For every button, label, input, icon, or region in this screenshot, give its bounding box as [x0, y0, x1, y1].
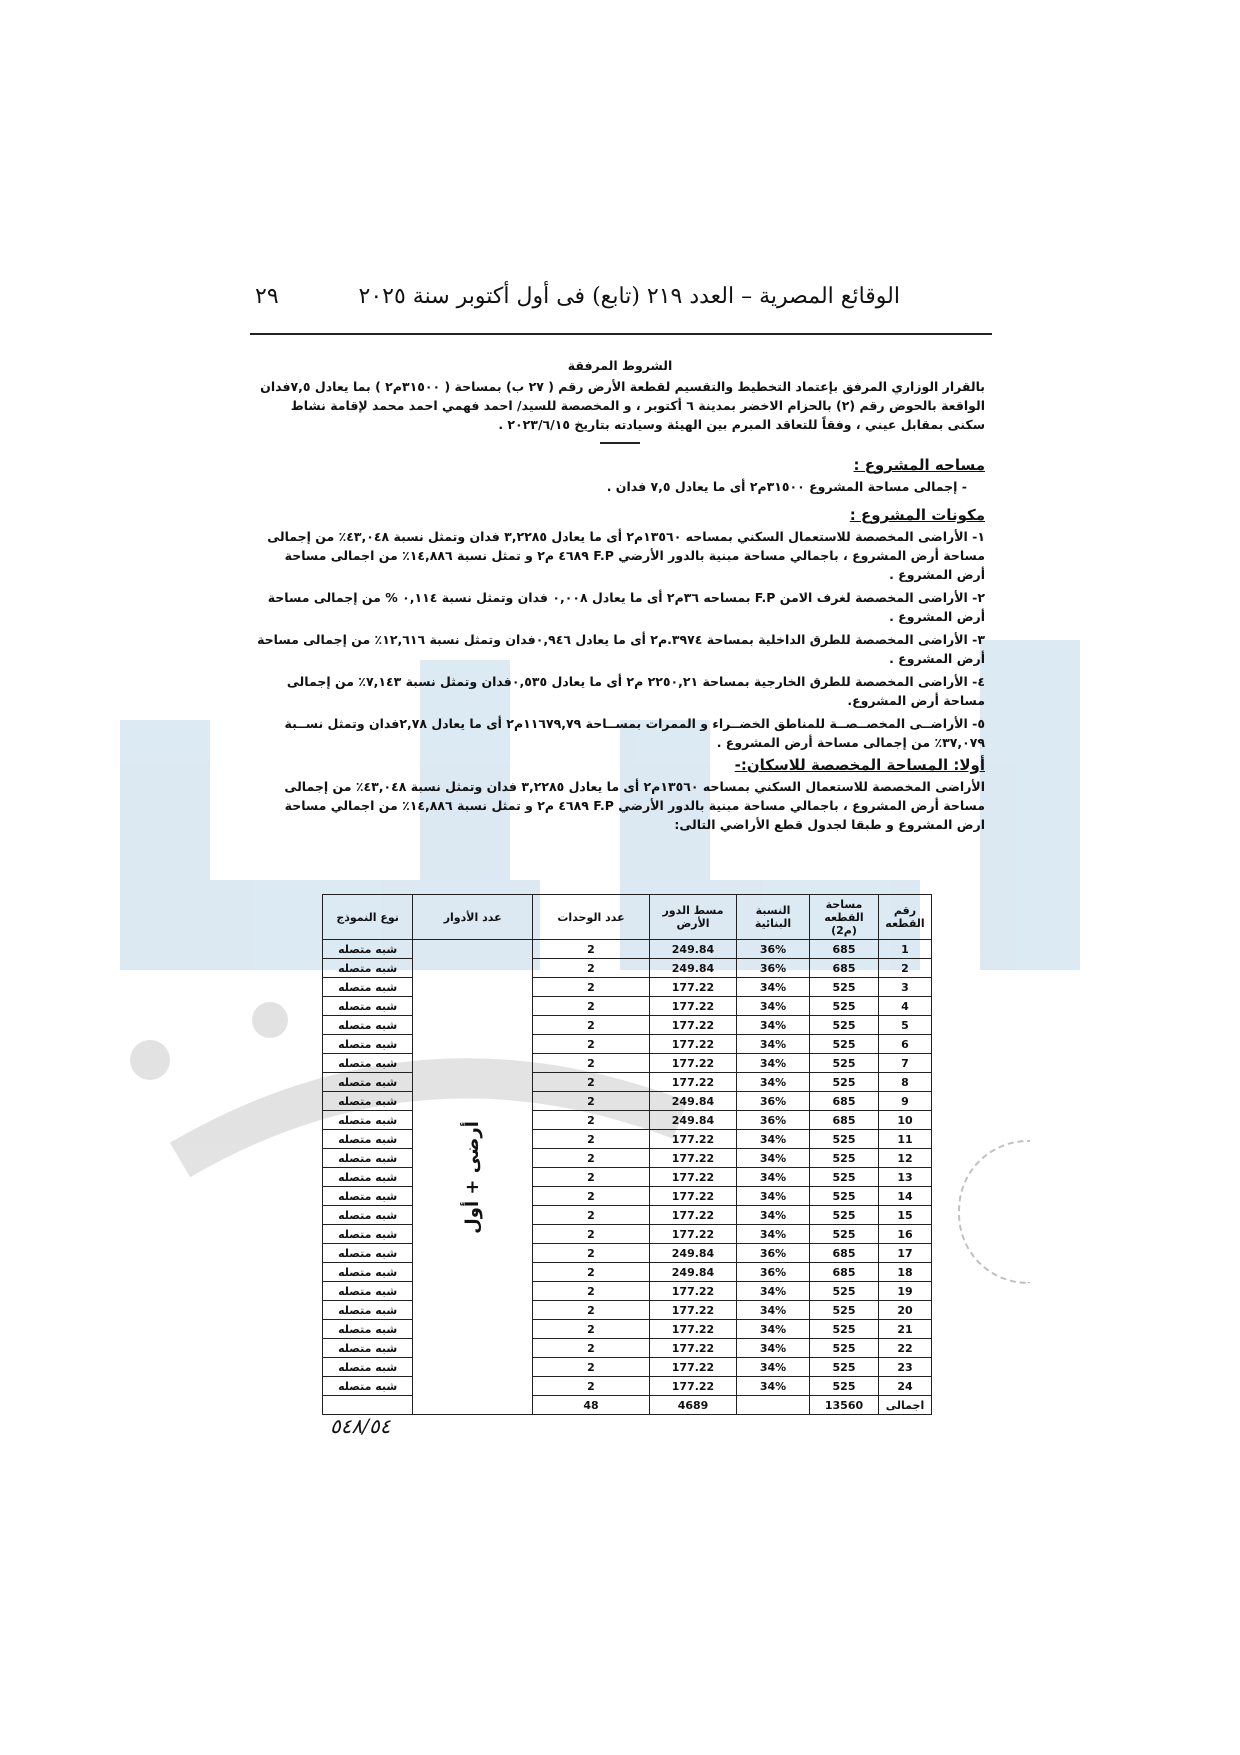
components-heading: مكونات المشروع :: [849, 506, 985, 524]
page-header: [250, 284, 990, 324]
plot-number-cell: 4: [879, 997, 932, 1016]
plot-area-cell: 525: [810, 1339, 879, 1358]
plot-number-cell: 8: [879, 1073, 932, 1092]
ground-floor-area-cell: 249.84: [650, 1092, 737, 1111]
units-cell: 2: [533, 1244, 650, 1263]
component-item: ٥- الأراضــى المخصــصــة للمناطق الخضــراء و الممرات بمســاحة ١١٦٧٩,٧٩م٢ أى ما يعادل ٢,٧٨فدان وتمثل نســبة ٣٧,٠٧٩٪ من إجمالى مساحة أرض المشروع .: [284, 716, 985, 750]
plot-number-cell: 13: [879, 1168, 932, 1187]
units-cell: 2: [533, 978, 650, 997]
plot-number-cell: 17: [879, 1244, 932, 1263]
ground-floor-area-cell: 177.22: [650, 1149, 737, 1168]
units-cell: 2: [533, 1035, 650, 1054]
building-ratio-cell: 36%: [737, 959, 810, 978]
units-cell: 2: [533, 1339, 650, 1358]
plot-area-cell: 525: [810, 1377, 879, 1396]
col-floors: عدد الأدوار: [413, 895, 533, 940]
ground-floor-area-cell: 177.22: [650, 978, 737, 997]
plot-area-cell: 525: [810, 1358, 879, 1377]
component-item: ١- الأراضى المخصصة للاستعمال السكني بمساحه ١٣٥٦٠م٢ أى ما يعادل ٣,٢٢٨٥ فدان وتمثل نسبة ٤٣,٠٤٨٪ من إجمالى مساحة أرض المشروع ، باجمالي مساحة مبنية بالدور الأرضي F.P ٤٦٨٩ م٢ و تمثل نسبة ١٤,٨٨٦٪ من اجمالى مساحة أرض المشروع .: [267, 529, 985, 582]
area-text: - إجمالى مساحة المشروع ٣١٥٠٠م٢ أى ما يعادل ٧,٥ فدان .: [606, 479, 967, 494]
plot-area-cell: 525: [810, 1149, 879, 1168]
units-cell: 2: [533, 1054, 650, 1073]
building-ratio-cell: 34%: [737, 1187, 810, 1206]
model-type-cell: شبه متصله: [323, 1168, 413, 1187]
building-ratio-cell: 34%: [737, 1358, 810, 1377]
model-type-cell: شبه متصله: [323, 1225, 413, 1244]
model-type-cell: شبه متصله: [323, 1301, 413, 1320]
plot-number-cell: 11: [879, 1130, 932, 1149]
plot-number-cell: 10: [879, 1111, 932, 1130]
plot-area-cell: 525: [810, 1187, 879, 1206]
ground-floor-area-cell: 177.22: [650, 997, 737, 1016]
ground-floor-area-cell: 177.22: [650, 1016, 737, 1035]
plot-number-cell: 19: [879, 1282, 932, 1301]
model-type-cell: شبه متصله: [323, 1092, 413, 1111]
col-units: عدد الوحدات: [533, 895, 650, 940]
model-type-cell: شبه متصله: [323, 1130, 413, 1149]
ground-floor-area-cell: 177.22: [650, 1130, 737, 1149]
ground-floor-area-cell: 177.22: [650, 1282, 737, 1301]
ground-floor-area-cell: 177.22: [650, 1320, 737, 1339]
plot-area-cell: 525: [810, 1320, 879, 1339]
plot-number-cell: 2: [879, 959, 932, 978]
model-type-cell: شبه متصله: [323, 1206, 413, 1225]
model-type-cell: شبه متصله: [323, 1358, 413, 1377]
plot-area-cell: 525: [810, 1225, 879, 1244]
building-ratio-cell: 34%: [737, 1016, 810, 1035]
units-cell: 2: [533, 1320, 650, 1339]
component-item: ٣- الأراضى المخصصة للطرق الداخلية بمساحة ٣٩٧٤.م٢ أى ما يعادل ٠,٩٤٦فدان وتمثل نسبة ١٢,٦١٦٪ من إجمالى مساحة أرض المشروع .: [257, 632, 985, 666]
plot-area-cell: 525: [810, 1301, 879, 1320]
building-ratio-cell: 34%: [737, 1130, 810, 1149]
units-cell: 2: [533, 1187, 650, 1206]
model-type-cell: شبه متصله: [323, 1377, 413, 1396]
plot-area-cell: 685: [810, 1092, 879, 1111]
separator: [600, 442, 640, 444]
model-type-cell: شبه متصله: [323, 1244, 413, 1263]
ground-floor-area-cell: 177.22: [650, 1035, 737, 1054]
header-divider: [250, 333, 992, 335]
units-cell: 2: [533, 1263, 650, 1282]
plot-number-cell: 1: [879, 940, 932, 959]
units-cell: 2: [533, 1358, 650, 1377]
col-model-type: نوع النموذج: [323, 895, 413, 940]
units-cell: 2: [533, 1016, 650, 1035]
ground-floor-area-cell: 177.22: [650, 1168, 737, 1187]
units-cell: 2: [533, 1225, 650, 1244]
model-type-cell: شبه متصله: [323, 1320, 413, 1339]
plot-number-cell: 7: [879, 1054, 932, 1073]
plot-number-cell: 9: [879, 1092, 932, 1111]
plot-number-cell: 14: [879, 1187, 932, 1206]
plot-area-cell: 685: [810, 1263, 879, 1282]
plot-number-cell: 22: [879, 1339, 932, 1358]
doc-title: الشروط المرفقة: [567, 358, 673, 373]
building-ratio-cell: 36%: [737, 1263, 810, 1282]
ground-floor-area-cell: 177.22: [650, 1054, 737, 1073]
ground-floor-area-cell: 177.22: [650, 1206, 737, 1225]
floors-label: أرضى + أول: [462, 1120, 484, 1234]
plot-number-cell: 18: [879, 1263, 932, 1282]
ground-floor-area-cell: 177.22: [650, 1358, 737, 1377]
plot-area-cell: 525: [810, 1282, 879, 1301]
ground-floor-area-cell: 249.84: [650, 1244, 737, 1263]
plot-area-cell: 685: [810, 1111, 879, 1130]
units-cell: 2: [533, 1111, 650, 1130]
ground-floor-area-cell: 177.22: [650, 1073, 737, 1092]
units-cell: 2: [533, 1149, 650, 1168]
units-cell: 2: [533, 1206, 650, 1225]
plot-number-cell: 15: [879, 1206, 932, 1225]
plot-area-cell: 525: [810, 1073, 879, 1092]
plot-area-cell: 525: [810, 1054, 879, 1073]
plot-area-cell: 525: [810, 1016, 879, 1035]
residential-heading: أولا: المساحة المخصصة للاسكان:-: [734, 756, 985, 774]
stamp-mark: [958, 1140, 1030, 1284]
units-cell: 2: [533, 1301, 650, 1320]
plot-area-cell: 525: [810, 1168, 879, 1187]
building-ratio-cell: 34%: [737, 1377, 810, 1396]
plots-table: [322, 894, 932, 1415]
table-header-row: [323, 895, 932, 940]
plot-area-cell: 525: [810, 1130, 879, 1149]
units-cell: 2: [533, 940, 650, 959]
plot-area-cell: 685: [810, 1244, 879, 1263]
building-ratio-cell: 34%: [737, 1054, 810, 1073]
ground-floor-area-cell: 249.84: [650, 959, 737, 978]
building-ratio-cell: 34%: [737, 1168, 810, 1187]
plot-number-cell: 21: [879, 1320, 932, 1339]
building-ratio-cell: 36%: [737, 1244, 810, 1263]
plot-number-cell: 12: [879, 1149, 932, 1168]
building-ratio-cell: 34%: [737, 978, 810, 997]
units-cell: 2: [533, 1073, 650, 1092]
building-ratio-cell: 34%: [737, 1282, 810, 1301]
plot-area-cell: 525: [810, 1206, 879, 1225]
model-type-cell: شبه متصله: [323, 1016, 413, 1035]
ground-floor-area-cell: 249.84: [650, 1111, 737, 1130]
building-ratio-cell: 34%: [737, 1339, 810, 1358]
total-units-cell: 48: [533, 1396, 650, 1415]
ground-floor-area-cell: 177.22: [650, 1187, 737, 1206]
model-type-cell: شبه متصله: [323, 1073, 413, 1092]
total-footprint-cell: 4689: [650, 1396, 737, 1415]
ground-floor-area-cell: 177.22: [650, 1377, 737, 1396]
plot-number-cell: 24: [879, 1377, 932, 1396]
ground-floor-area-cell: 249.84: [650, 940, 737, 959]
model-type-cell: شبه متصله: [323, 978, 413, 997]
model-type-cell: شبه متصله: [323, 997, 413, 1016]
ground-floor-area-cell: 249.84: [650, 1263, 737, 1282]
units-cell: 2: [533, 959, 650, 978]
building-ratio-cell: 34%: [737, 1301, 810, 1320]
document-body: [255, 356, 985, 836]
building-ratio-cell: 34%: [737, 1206, 810, 1225]
col-ground-floor-area: مسط الدور الأرض: [650, 895, 737, 940]
model-type-cell: شبه متصله: [323, 1111, 413, 1130]
col-building-ratio: النسبة البنائية: [737, 895, 810, 940]
plot-area-cell: 525: [810, 978, 879, 997]
plot-area-cell: 685: [810, 959, 879, 978]
ground-floor-area-cell: 177.22: [650, 1301, 737, 1320]
total-area-cell: 13560: [810, 1396, 879, 1415]
units-cell: 2: [533, 1168, 650, 1187]
plot-area-cell: 685: [810, 940, 879, 959]
plot-number-cell: 3: [879, 978, 932, 997]
model-type-cell: شبه متصله: [323, 1282, 413, 1301]
component-item: ٤- الأراضى المخصصة للطرق الخارجية بمساحة ٢٢٥٠,٢١ م٢ أى ما يعادل ٠,٥٣٥فدان وتمثل نسبة ٧,١٤٣٪ من إجمالى مساحة أرض المشروع.: [286, 674, 985, 708]
model-type-cell: شبه متصله: [323, 1263, 413, 1282]
building-ratio-cell: 34%: [737, 1225, 810, 1244]
units-cell: 2: [533, 1377, 650, 1396]
building-ratio-cell: 34%: [737, 1073, 810, 1092]
model-type-cell: شبه متصله: [323, 1149, 413, 1168]
total-ratio-cell: [737, 1396, 810, 1415]
ground-floor-area-cell: 177.22: [650, 1225, 737, 1244]
plot-number-cell: 5: [879, 1016, 932, 1035]
building-ratio-cell: 34%: [737, 1149, 810, 1168]
total-model-cell: [323, 1396, 413, 1415]
units-cell: 2: [533, 1282, 650, 1301]
page-number: ٢٩: [255, 284, 279, 309]
plot-number-cell: 6: [879, 1035, 932, 1054]
model-type-cell: شبه متصله: [323, 1339, 413, 1358]
plot-number-cell: 20: [879, 1301, 932, 1320]
building-ratio-cell: 34%: [737, 1320, 810, 1339]
col-plot-area: مساحة القطعه (م2): [810, 895, 879, 940]
area-heading: مساحه المشروع :: [853, 456, 985, 474]
handwritten-note: ٥٤٨/٥٤: [330, 1414, 391, 1438]
floors-cell: [413, 940, 533, 1415]
building-ratio-cell: 34%: [737, 997, 810, 1016]
total-label-cell: اجمالى: [879, 1396, 932, 1415]
model-type-cell: شبه متصله: [323, 1054, 413, 1073]
gazette-title: الوقائع المصرية – العدد ٢١٩ (تابع) فى أول أكتوبر سنة ٢٠٢٥: [358, 284, 900, 309]
model-type-cell: شبه متصله: [323, 959, 413, 978]
building-ratio-cell: 36%: [737, 1111, 810, 1130]
col-plot-number: رقم القطعه: [879, 895, 932, 940]
model-type-cell: شبه متصله: [323, 1187, 413, 1206]
ground-floor-area-cell: 177.22: [650, 1339, 737, 1358]
building-ratio-cell: 36%: [737, 940, 810, 959]
table-row: [323, 940, 932, 959]
building-ratio-cell: 36%: [737, 1092, 810, 1111]
model-type-cell: شبه متصله: [323, 1035, 413, 1054]
plot-area-cell: 525: [810, 1035, 879, 1054]
plot-number-cell: 23: [879, 1358, 932, 1377]
residential-text: الأراضى المخصصة للاستعمال السكني بمساحه ١٣٥٦٠م٢ أى ما يعادل ٣,٢٢٨٥ فدان وتمثل نسبة ٤٣,٠٤٨٪ من إجمالى مساحة أرض المشروع ، باجمالي مساحة مبنية بالدور الأرضي F.P ٤٦٨٩ م٢ و تمثل نسبة ١٤,٨٨٦٪ من اجمالي مساحة ارض المشروع و طبقا لجدول قطع الأراضي التالى:: [284, 779, 985, 832]
model-type-cell: شبه متصله: [323, 940, 413, 959]
building-ratio-cell: 34%: [737, 1035, 810, 1054]
plot-number-cell: 16: [879, 1225, 932, 1244]
component-item: ٢- الأراضى المخصصة لغرف الامن F.P بمساحه ٣٦م٢ أى ما يعادل ٠,٠٠٨ فدان وتمثل نسبة ٠,١١٤ % من إجمالى مساحة أرض المشروع .: [267, 590, 985, 624]
intro-paragraph: بالقرار الوزاري المرفق بإعتماد التخطيط والتقسيم لقطعة الأرض رقم ( ٢٧ ب) بمساحة ( ٣١٥٠٠م٢ ) بما يعادل ٧,٥فدان الواقعة بالحوض رقم (٢) بالحزام الاخضر بمدينة ٦ أكتوبر ، و المخصصة للسيد/ احمد فهمي احمد محمد لإقامة نشاط سكنى بمقابل عيني ، وفقاً للتعاقد المبرم بين الهيئة وسيادته بتاريخ ٢٠٢٣/٦/١٥ .: [260, 379, 985, 432]
units-cell: 2: [533, 1092, 650, 1111]
units-cell: 2: [533, 997, 650, 1016]
units-cell: 2: [533, 1130, 650, 1149]
plot-area-cell: 525: [810, 997, 879, 1016]
